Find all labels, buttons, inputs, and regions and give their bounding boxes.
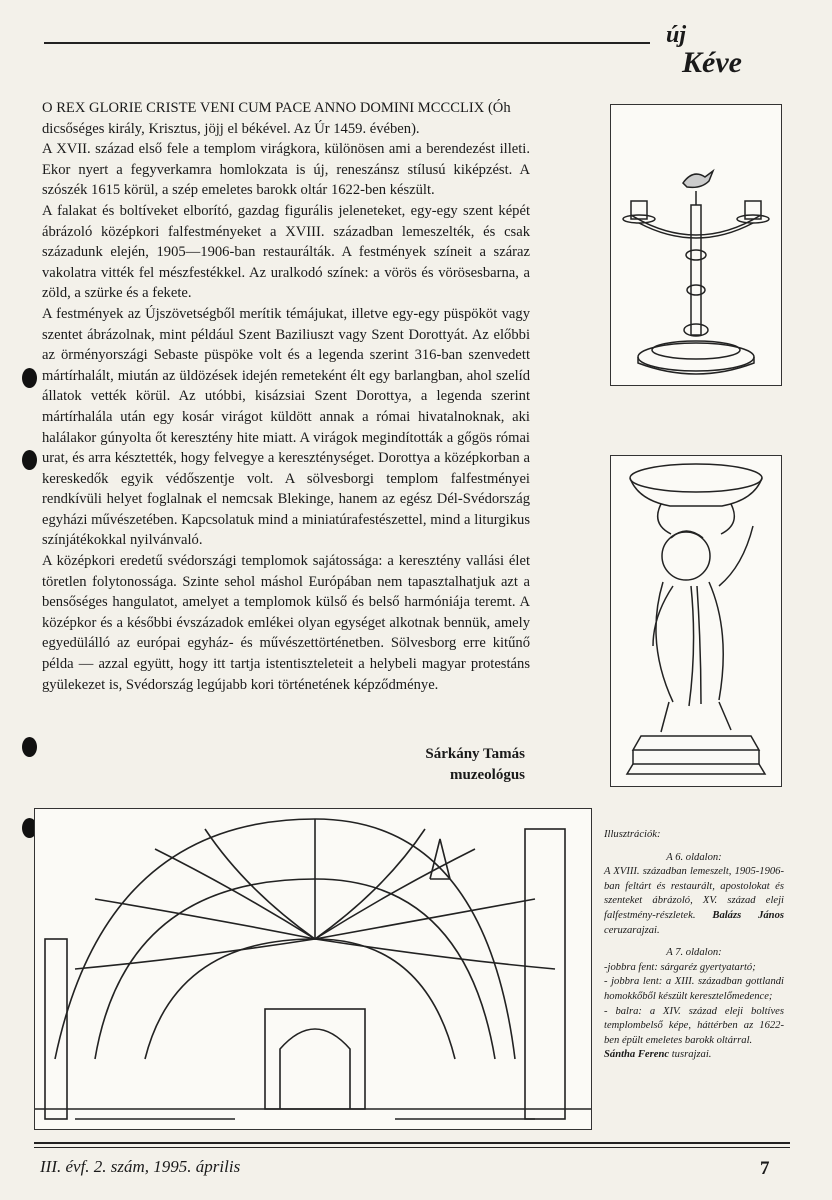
caption-page6-label: A 6. oldalon:: [666, 851, 722, 863]
caption-page7-label: A 7. oldalon:: [666, 947, 722, 959]
article-paragraph: A festmények az Újszövetségből merítik témájukat, illetve egy-egy püspököt vagy szentet ábrázolnak, mint például Szent Baziliuszt vagy Szent Dorottyát. Az előbbi az örményországi Sebaste püspöke volt és a legenda szerint 316-ban szenvedett mártírhalált, miután az üldözések idején remeteként élt egy barlangban, ahol szelíd állatok vették körül. Az utóbbi, kisázsiai Szent Dorottya, a legenda szerint mártírhalála után egy kosár virágot küldött annak a római hivatalnoknak, aki halálakor gúnyolta őt keresztény hite miatt. A virágok megindították a gőgös római urat, és arra késztették, hogy felvegye a kereszténységet. Dorottya a középkorban a kereskedők egyik védőszentje volt. A sölvesborgi templom falfestményei rendkívüli helyet foglalnak el nemcsak Blekinge, hanem az egész Dél-Svédország egyházi művészetében. Kapcsolatuk mind a miniatúrafestészettel, mind a liturgikus színjátékokkal nyilvánvaló.: [42, 305, 530, 549]
article-paragraph: A XVII. század első fele a templom virágkora, különösen ami a berendezést illeti. Ekor nyert a fegyverkamra homlokzata is új, reneszánsz stílusú kiképzést. A szószék 1615 körül, a szép emeletes barokk oltár 1622-ben készült.: [42, 141, 530, 199]
article-body: [42, 98, 530, 695]
caption-page6-text: [604, 865, 784, 938]
captions-heading: Illusztrációk:: [604, 829, 661, 840]
caption-page7-item: -jobbra fent: sárgaréz gyertyatartó;: [604, 961, 756, 973]
caption-page6-credit-rest: ceruzarajzai.: [604, 924, 660, 936]
binder-hole: [22, 368, 37, 388]
article-paragraph: A középkori eredetű svédországi templomok sajátossága: a keresztény vallási élet töretlen folytonossága. Szinte sehol máshol Európában nem tapasztalhatjuk azt a bensőséges hangulatot, amelyet a templomok külső és belső harmóniája teremt. A középkor és a későbbi évszázadok emlékei olyan egységet alkotnak bennük, amely egyedülálló az európai egyház- és művészettörténetben. Sölvesborg erre kitűnő példa — azzal együtt, hogy itt tartja istentiszteleteit a helybeli magyar protestáns gyülekezet is, Svédország legújabb kori történetének képződménye.: [42, 553, 530, 693]
article-paragraph: A falakat és boltíveket elborító, gazdag figurális jeleneteket, egy-egy szent képét ábrázoló középkori falfestményeket a XVIII. században lemeszelték, és csak századunk elején, 1905—1906-ban restaurálták. A festmények színeit a száraz vakolatra vitték fel mészfestékkel. Az uralkodó színek: a vörös és vörösesbarna, a zöld, a szürke és a fekete.: [42, 202, 530, 302]
candlestick-illustration: [610, 104, 782, 386]
masthead-logo: [660, 20, 790, 80]
article-paragraph: O REX GLORIE CRISTE VENI CUM PACE ANNO DOMINI MCCCLIX (Óh dicsőséges király, Krisztus, jöjj el békével. Az Úr 1459. évében).: [42, 100, 511, 137]
footer-issue: III. évf. 2. szám, 1995. április: [40, 1157, 241, 1176]
footer-rule: [34, 1142, 790, 1144]
caption-page7-item: - jobbra lent: a XIII. században gottlandi homokkőből készült keresztelőmedence;: [604, 976, 784, 1002]
caption-page7-credit-rest: tusrajzai.: [669, 1049, 712, 1061]
caption-page6-credit-name: Balázs János: [712, 909, 784, 921]
caption-page7-item: - balra: a XIV. század eleji boltíves templombelső képe, háttérben az 1622-ben épült emeletes barokk oltárral.: [604, 1005, 784, 1046]
caption-page6-body: A XVIII. században lemeszelt, 1905-1906-ban feltárt és restaurált, apostolokat és szenteket ábrázoló, XV. század eleji falfestmény-részletek.: [604, 866, 784, 921]
footer-rule-thin: [34, 1147, 790, 1148]
illustration-captions: [604, 828, 784, 1071]
author-signature: [400, 744, 525, 786]
logo-main-text: Kéve: [682, 46, 742, 79]
baptismal-font-illustration: [610, 455, 782, 787]
header-rule: [44, 42, 650, 44]
binder-hole: [22, 737, 37, 757]
author-name: Sárkány Tamás: [425, 746, 525, 762]
author-title: muzeológus: [450, 767, 525, 783]
binder-hole: [22, 450, 37, 470]
vaulted-interior-illustration: [34, 808, 592, 1130]
logo-small-text: új: [666, 22, 687, 48]
page-number: 7: [760, 1158, 770, 1179]
caption-page7-text: [604, 961, 784, 1063]
caption-page7-credit-name: Sántha Ferenc: [604, 1049, 670, 1061]
